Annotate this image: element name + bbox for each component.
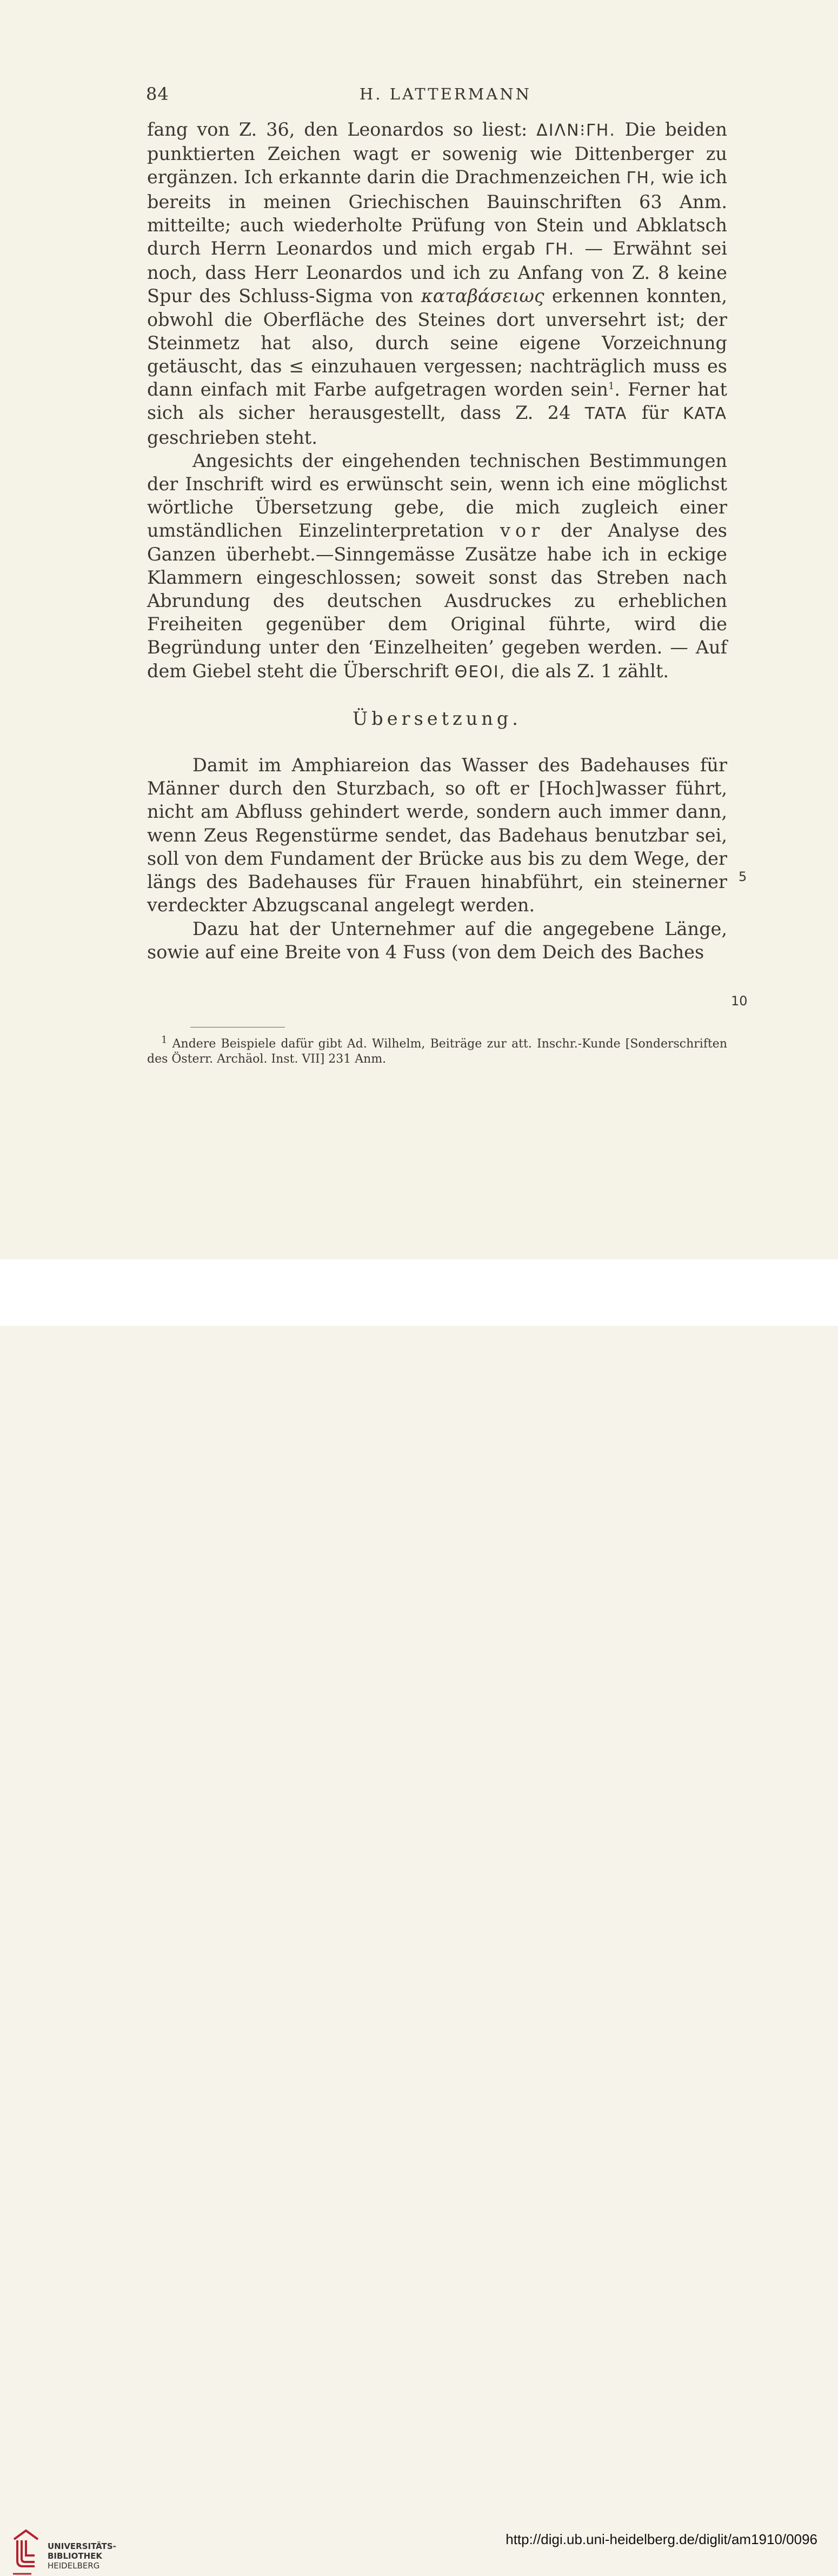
greek-inscription: TATA [584,404,628,424]
text-segment: einzuhauen vergessen; nachträglich muss es dann einfach mit Farbe aufgetragen worden sein [147,356,727,401]
line-number-5: 5 [739,869,747,884]
footnote-marker: 1 [161,1034,168,1046]
ub-heidelberg-logo-icon [10,2528,42,2576]
text-segment: für [641,402,669,424]
spaced-word: vor [500,520,545,542]
paragraph-1 [147,118,727,449]
paragraph-3: Damit im Amphiareion das Wasser des Badehauses für Männer durch den Sturzbach, so oft er [Hoch]wasser führt, nicht am Abfluss gehindert werde, sondern auch immer dann, wenn Zeus Regenstürme sendet, das Badehaus benutzbar sei, soll von dem Fundament der Brücke aus bis zu dem Wege, der längs des Badehauses für Frauen hinabführt, ein steinerner verdeckter Abzugscanal angelegt werden. [147,755,727,916]
running-head: H. LATTERMANN [360,85,531,103]
greek-inscription: ΔΙΛΝ⁝ΓΗ. [536,121,616,140]
greek-inscription: ΘΕΟΙ, [454,662,506,682]
footnote-reference: 1 [608,381,615,392]
text-segment: die als Z. 1 zählt. [511,660,669,682]
digitization-footer [0,1259,838,2571]
footnote-text: Andere Beispiele dafür gibt Ad. Wilhelm, Beiträge zur att. Inschr.-Kunde [Sonderschriften des Österr. Archäol. Inst. VII] 231 Anm. [147,1037,727,1066]
library-line-2: BIBLIOTHEK [48,2551,102,2561]
paragraph-2 [147,449,727,684]
text-segment: wie ich bereits in meinen Griechischen Bauinschriften 63 Anm. mitteilte; auch wiederholte Prüfung von Stein und Abklatsch durch Herrn Leonardos und mich ergab [147,166,728,259]
text-segment: Die beiden punktierten Zeichen wagt er sowenig wie Dittenberger zu ergänzen. Ich erkannte darin die Drachmenzeichen [147,119,727,188]
drachma-signs: ΓΗ. [545,240,575,259]
page-header [146,84,730,111]
paragraph-4: Dazu hat der Unternehmer auf die angegebene Länge, sowie auf eine Breite von 4 Fuss (von dem Deich des Baches [147,918,727,963]
library-name [48,2541,116,2571]
text-segment: . Ferner hat sich als sicher herausgestellt, dass Z. 24 [147,379,727,424]
line-number-10: 10 [731,993,748,1009]
permalink-url[interactable]: http://digi.ub.uni-heidelberg.de/diglit/am1910/0096 [506,2531,817,2547]
greek-inscription: KATA [683,404,728,424]
text-segment: der Analyse des Ganzen überhebt.—Sinngemässe Zusätze habe ich in eckige Klammern eingeschlossen; soweit sonst das Streben nach Abrundung des deutschen Ausdruckes zu erheblichen Freiheiten gegenüber dem Original führte, wird die Begründung unter den ‘Einzelheiten’ gegeben werden. — Auf dem Giebel steht die Überschrift [147,520,727,682]
sigma-glyph: ≤ [289,356,304,377]
section-heading: Übersetzung. [353,708,522,729]
text-segment: fang von Z. 36, den Leonardos so liest: [147,119,528,140]
library-line-3: HEIDELBERG [48,2561,100,2571]
text-segment: — Erwähnt sei noch, dass Herr Leonardos und ich zu Anfang von Z. 8 keine Spur des Schluss-Sigma von [147,238,727,307]
drachma-signs: ΓΗ, [626,169,656,188]
page-number: 84 [146,84,169,104]
text-segment: geschrieben steht. [147,426,318,448]
greek-word: καταβάσειως [421,285,544,307]
text-segment: erkennen konnten, obwohl die Oberfläche des Steines dort unversehrt ist; der Steinmetz hat also, durch seine eigene Vorzeichnung getäuscht, das [147,285,727,377]
footnote [147,1034,727,1067]
scanned-page [0,0,838,1259]
library-line-1: UNIVERSITÄTS- [48,2541,116,2551]
text-segment: Angesichts der eingehenden technischen Bestimmungen der Inschrift wird es erwünscht sein, wenn ich eine möglichst wörtliche Übersetzung gebe, die mich zugleich einer umständlichen Einzelinterpretation [147,450,727,542]
body-text [147,118,727,964]
